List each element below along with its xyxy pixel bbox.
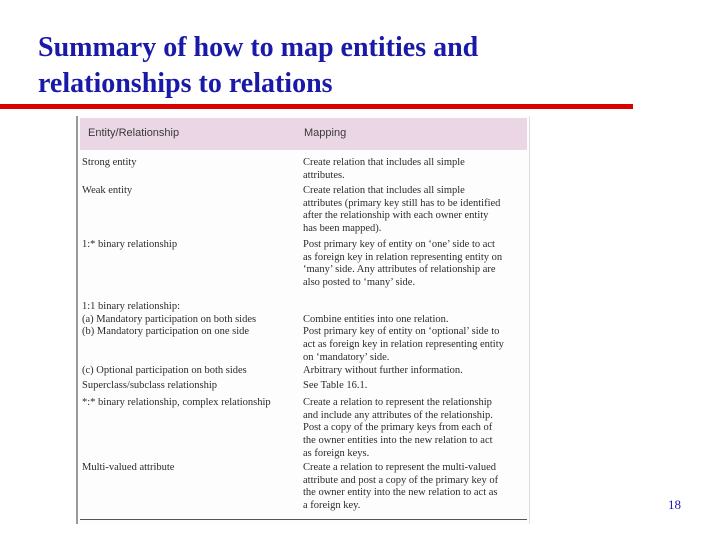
row-optional-participation-mapping: Arbitrary without further information. [303,365,463,376]
row-one-to-many-label: 1:* binary relationship [82,239,178,250]
row-optional-participation-label: (c) Optional participation on both sides [82,365,247,376]
slide-title-line-1: Summary of how to map entities and [38,32,479,63]
header-entity-relationship: Entity/Relationship [88,127,180,139]
row-strong-entity-label: Strong entity [82,157,137,168]
page-number: 18 [668,497,681,512]
slide-title-line-2: relationships to relations [38,68,333,99]
slide-title [38,30,638,102]
title-divider [0,104,633,109]
row-strong-entity-mapping: Create relation that includes all simple attributes. [303,157,465,181]
row-one-to-many-mapping: Post primary key of entity on ‘one’ side to act as foreign key in relation representing entity on ‘many’ side. Any attributes of relationship are also posted to ‘many’ side. [303,239,503,289]
row-one-to-one-mapping: Combine entities into one relation. Post primary key of entity on ‘optional’ side to act as foreign key in relation representing entity on ‘mandatory’ side. [303,313,504,363]
header-mapping: Mapping [304,127,347,139]
row-many-to-many-label: *:* binary relationship, complex relationship [82,397,271,408]
row-superclass-label: Superclass/subclass relationship [82,380,218,391]
row-superclass-mapping: See Table 16.1. [303,380,368,391]
row-many-to-many-mapping: Create a relation to represent the relationship and include any attributes of the relationship. Post a copy of the primary keys from each of the owner entities into the new relation to act as foreign keys. [303,397,493,459]
row-weak-entity-label: Weak entity [82,185,133,196]
mapping-summary-table [76,116,530,524]
row-one-to-one-label: 1:1 binary relationship: (a) Mandatory participation on both sides (b) Mandatory participation on one side [82,301,257,338]
row-weak-entity-mapping: Create relation that includes all simple attributes (primary key still has to be identified after the relationship with each owner entity has been mapped). [303,185,501,235]
table-header-row [80,118,527,150]
table-bottom-rule [80,519,527,520]
row-multi-valued-label: Multi-valued attribute [82,462,175,473]
row-multi-valued-mapping: Create a relation to represent the multi-valued attribute and post a copy of the primary key of the owner entity into the new relation to act as a foreign key. [303,462,499,512]
